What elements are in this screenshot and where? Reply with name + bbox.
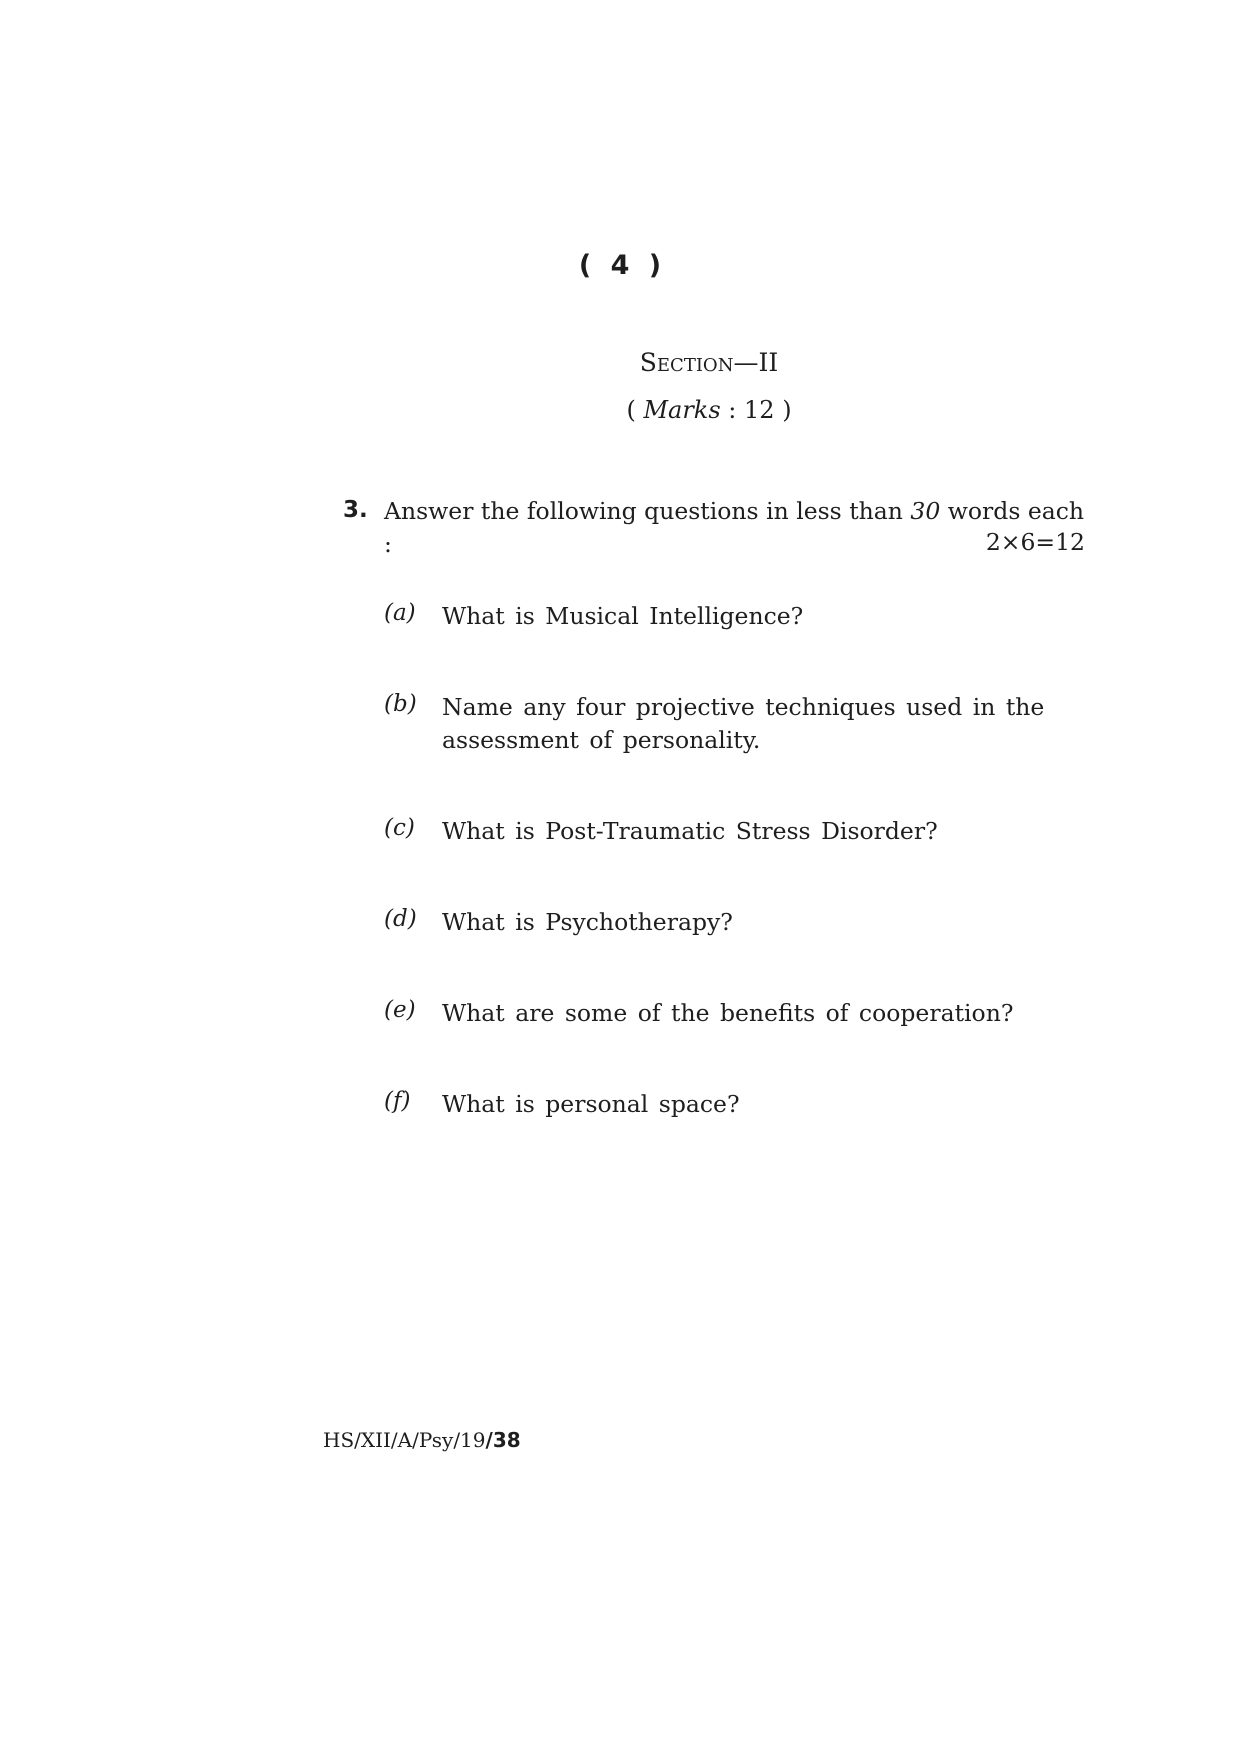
question-text-after: words each : <box>384 497 1085 558</box>
part-label: (d) <box>384 906 417 932</box>
part-text: What is Post-Traumatic Stress Disorder? <box>442 817 938 845</box>
part-text: What are some of the benefits of cooperation? <box>442 999 1014 1027</box>
paper-code-text: HS/XII/A/Psy/19 <box>323 1428 486 1452</box>
marks-label: Marks <box>643 396 721 424</box>
part-label: (b) <box>384 691 417 717</box>
part-label: (f) <box>384 1088 411 1114</box>
question-word-limit: 30 <box>910 497 941 525</box>
question-number: 3. <box>343 497 368 523</box>
section-title: Section—II <box>639 348 779 377</box>
question-marks: 2×6=12 <box>985 528 1085 556</box>
section-marks: ( Marks : 12 ) <box>626 396 792 424</box>
part-text: Name any four projective techniques used in the assessment of personality. <box>442 693 1045 754</box>
part-label: (e) <box>384 997 416 1023</box>
section-heading <box>0 348 1242 377</box>
paper-code <box>323 1428 521 1452</box>
question-text-before: Answer the following questions in less than <box>384 497 911 525</box>
part-label: (c) <box>384 815 415 841</box>
part-text: What is Musical Intelligence? <box>442 602 804 630</box>
marks-value: : 12 <box>728 396 775 424</box>
page-number: ( 4 ) <box>578 250 664 281</box>
part-label: (a) <box>384 600 416 626</box>
part-text: What is personal space? <box>442 1090 740 1118</box>
part-text: What is Psychotherapy? <box>442 908 733 936</box>
paper-serial: /38 <box>485 1428 521 1452</box>
